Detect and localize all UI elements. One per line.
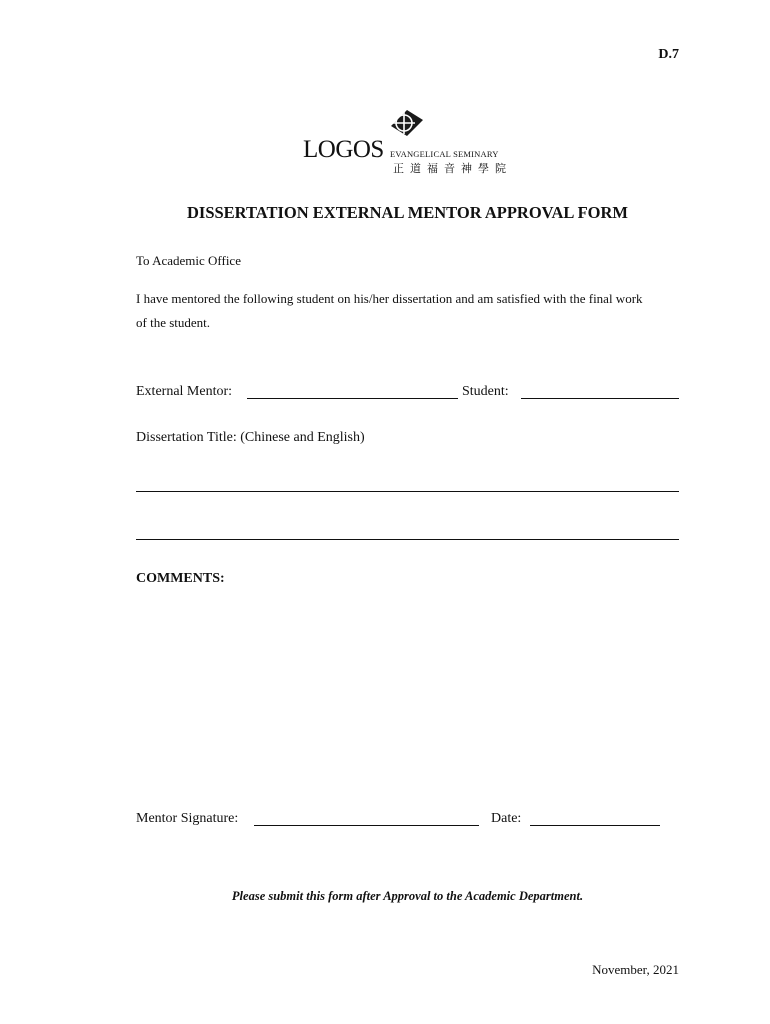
- mentor-signature-label: Mentor Signature:: [136, 811, 239, 826]
- student-field[interactable]: [521, 398, 679, 399]
- date-field[interactable]: [530, 825, 660, 826]
- external-mentor-label: External Mentor:: [136, 384, 233, 399]
- addressee: To Academic Office: [136, 253, 241, 268]
- date-label: Date:: [491, 811, 522, 826]
- dissertation-title-label: Dissertation Title: (Chinese and English): [136, 430, 365, 445]
- logo-chinese-name: 正道福音神學院: [393, 162, 512, 175]
- dissertation-title-field-2[interactable]: [136, 539, 679, 540]
- revision-date: November, 2021: [592, 962, 679, 977]
- logo-subtitle: EVANGELICAL SEMINARY: [390, 149, 499, 159]
- external-mentor-field[interactable]: [247, 398, 458, 399]
- student-label: Student:: [462, 384, 509, 399]
- dissertation-title-field-1[interactable]: [136, 491, 679, 492]
- comments-label: COMMENTS:: [136, 571, 225, 586]
- form-title: DISSERTATION EXTERNAL MENTOR APPROVAL FORM: [186, 203, 629, 222]
- form-code: D.7: [658, 47, 679, 62]
- submission-notice: Please submit this form after Approval to the Academic Department.: [231, 889, 584, 903]
- comments-area[interactable]: [136, 600, 679, 790]
- logo-wordmark: LOGOS: [303, 136, 384, 163]
- logo-emblem-icon: [387, 106, 427, 146]
- statement-line-1: I have mentored the following student on his/her dissertation and am satisfied with the final work: [136, 291, 643, 306]
- statement-line-2: of the student.: [136, 315, 211, 330]
- mentor-signature-field[interactable]: [254, 825, 479, 826]
